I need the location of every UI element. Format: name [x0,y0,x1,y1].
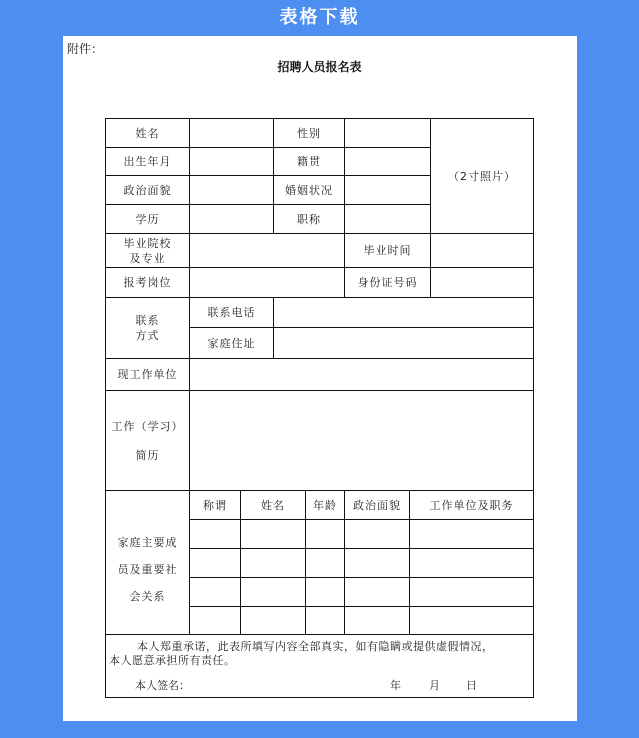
page-banner-title: 表格下载 [279,7,360,28]
resume-label-line1: 工作（学习） [111,419,184,433]
political-status-label: 政治面貌 [123,183,172,197]
family-label-line2: 员及重要社 [117,563,178,576]
signature-label: 本人签名： [135,679,190,692]
current-employer-label: 现工作单位 [117,368,178,381]
school-label [106,234,189,267]
resume-label [106,391,189,490]
school-label-line2: 及专业 [129,251,166,265]
family-col-name: 姓名 [261,498,285,512]
col-line [189,118,190,634]
date-year-label: 年 [390,679,401,692]
table-border-right [533,118,534,698]
name-label: 姓名 [135,126,160,140]
school-label-line1: 毕业院校 [123,236,172,250]
family-col-employer: 工作单位及职务 [429,498,514,512]
id-number-label: 身份证号码 [357,276,418,289]
education-label: 学历 [135,212,160,226]
native-place-label: 籍贯 [297,155,321,168]
address-label: 家庭住址 [207,336,256,350]
marital-status-label: 婚姻状况 [285,183,333,197]
contact-label-line1: 联系 [135,314,160,327]
family-label-line3: 会关系 [129,590,166,603]
table-border-bottom [105,697,534,698]
family-label [106,491,189,634]
family-col-political: 政治面貌 [353,498,401,512]
attachment-label: 附件： [67,42,104,56]
row-line [105,634,534,635]
contact-label [106,298,189,358]
grad-time-label: 毕业时间 [363,244,412,257]
date-day-label: 日 [466,679,477,692]
col-line [273,297,274,358]
gender-label: 性别 [297,126,321,140]
title-rank-label: 职称 [297,212,321,226]
contact-label-line2: 方式 [135,329,160,342]
date-month-label: 月 [429,679,440,692]
birth-label: 出生年月 [123,155,172,168]
phone-label: 联系电话 [207,306,256,319]
resume-label-line2: 简历 [135,448,160,462]
pledge-line1: 本人郑重承诺，此表所填写内容全部真实，如有隐瞒或提供虚假情况， [137,640,494,653]
family-col-age: 年龄 [313,498,337,512]
form-title: 招聘人员报名表 [277,60,362,74]
position-label: 报考岗位 [123,276,172,289]
pledge-text [109,640,533,668]
pledge-line2: 本人愿意承担所有责任。 [109,654,236,667]
family-col-relation: 称谓 [203,498,227,512]
photo-placeholder: （2寸照片） [448,169,516,183]
family-label-line1: 家庭主要成 [117,536,178,549]
